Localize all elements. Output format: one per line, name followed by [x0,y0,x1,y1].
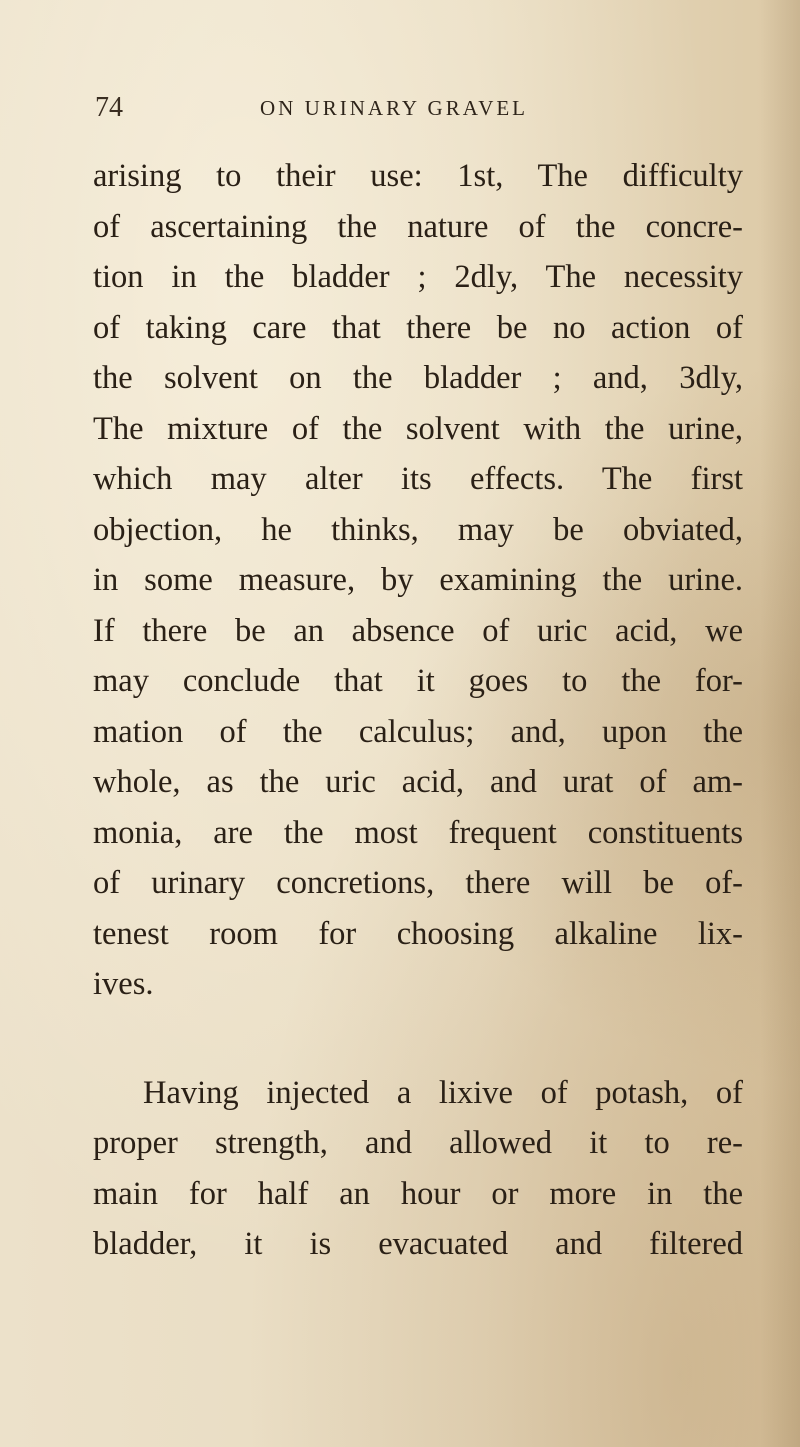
text-line: tenest room for choosing alkaline lix- [93,915,743,952]
text-line: monia, are the most frequent constituents [93,814,743,851]
page-header [95,92,745,132]
text-line: tion in the bladder ; 2dly, The necessity [93,259,743,295]
page-edge-shadow [760,0,800,1447]
text-line: Having injected a lixive of potash, of [143,1074,743,1111]
text-line: objection, he thinks, may be obviated, [93,511,743,548]
text-line: the solvent on the bladder ; and, 3dly, [93,360,743,396]
text-line: of taking care that there be no action of [93,309,743,346]
page-number: 74 [95,92,123,123]
text-line: bladder, it is evacuated and filtered [93,1226,743,1262]
body-text [93,151,743,1270]
text-line: of urinary concretions, there will be of- [93,865,743,901]
text-line: may conclude that it goes to the for- [93,663,743,699]
text-line: of ascertaining the nature of the concre- [93,208,743,245]
text-line: proper strength, and allowed it to re- [93,1125,743,1161]
text-line: mation of the calculus; and, upon the [93,713,743,750]
text-line: in some measure, by examining the urine. [93,562,743,598]
running-head: ON URINARY GRAVEL [260,96,529,120]
text-line: whole, as the uric acid, and urat of am- [93,764,743,800]
paragraph-2 [93,1068,743,1270]
text-line: which may alter its effects. The first [93,461,743,497]
text-line: ives. [93,966,154,1002]
paragraph-1 [93,151,743,1010]
text-line: arising to their use: 1st, The difficulty [93,158,743,194]
text-line: The mixture of the solvent with the urine, [93,410,743,447]
text-line: If there be an absence of uric acid, we [93,612,743,649]
text-line: main for half an hour or more in the [93,1175,743,1212]
paragraph-break [93,1010,743,1068]
